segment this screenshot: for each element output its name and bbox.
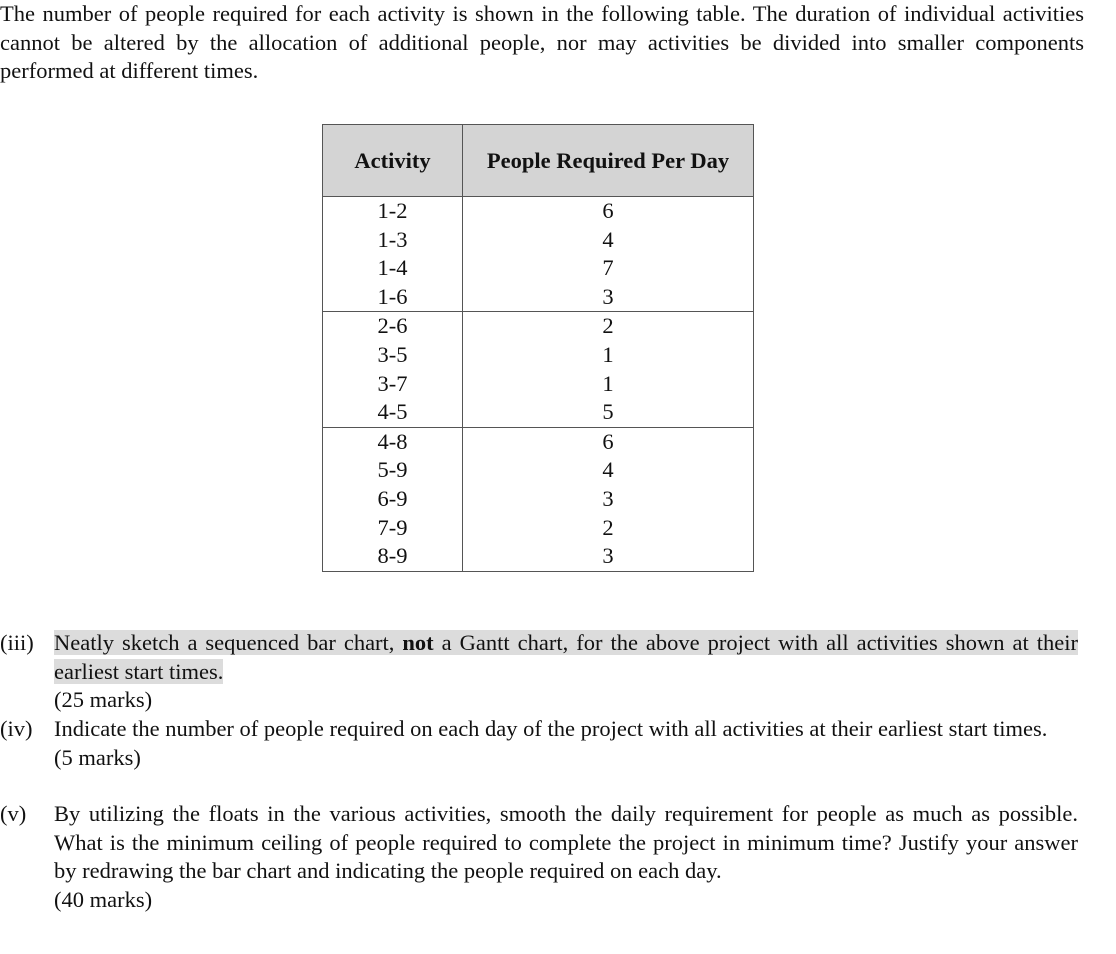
question-number: (iii) <box>0 630 34 655</box>
question-marks: (40 marks) <box>54 886 153 912</box>
people-cell: 3 <box>463 283 754 312</box>
people-cell: 1 <box>463 370 754 399</box>
highlighted-question-text <box>54 630 1078 684</box>
activity-cell: 4-8 <box>323 427 463 456</box>
activity-cell: 1-6 <box>323 283 463 312</box>
table-row <box>323 254 754 283</box>
people-cell: 4 <box>463 226 754 255</box>
people-cell: 7 <box>463 254 754 283</box>
table-header-row <box>323 125 754 197</box>
activity-cell: 6-9 <box>323 485 463 514</box>
people-cell: 1 <box>463 341 754 370</box>
people-cell: 6 <box>463 427 754 456</box>
activity-cell: 1-3 <box>323 226 463 255</box>
question-text: Indicate the number of people required on each day of the project with all activities at their earliest start times. <box>54 716 1048 741</box>
activity-cell: 2-6 <box>323 312 463 341</box>
question-iii <box>0 629 1078 715</box>
table-row <box>323 542 754 571</box>
table-row <box>323 283 754 312</box>
question-marks: (25 marks) <box>54 687 153 712</box>
question-bold-word: not <box>402 630 434 655</box>
table-row <box>323 485 754 514</box>
activity-cell: 8-9 <box>323 542 463 571</box>
people-cell: 2 <box>463 312 754 341</box>
table-row <box>323 370 754 399</box>
table-row <box>323 456 754 485</box>
people-cell: 3 <box>463 485 754 514</box>
table-row <box>323 312 754 341</box>
activity-cell: 4-5 <box>323 398 463 427</box>
table-row <box>323 398 754 427</box>
question-iv <box>0 715 1078 772</box>
activity-cell: 3-7 <box>323 370 463 399</box>
header-people-required: People Required Per Day <box>463 125 754 197</box>
activity-cell: 7-9 <box>323 514 463 543</box>
question-body <box>54 800 1078 914</box>
question-text-part: Neatly sketch a sequenced bar chart, <box>54 630 403 655</box>
table-row <box>323 427 754 456</box>
question-number: (v) <box>0 801 27 826</box>
question-number: (iv) <box>0 716 33 741</box>
people-cell: 5 <box>463 398 754 427</box>
activity-cell: 1-4 <box>323 254 463 283</box>
table-row <box>323 341 754 370</box>
question-text-part: a Gantt chart, for the above project with all activities shown at their earliest start times. <box>54 630 1078 684</box>
question-body <box>54 715 1078 772</box>
question-text: By utilizing the floats in the various activities, smooth the daily requirement for people as much as possible. What is the minimum ceiling of people required to complete the project in minimum time? Justify your answer by redrawing the bar chart and indicating the people required on each day. <box>54 801 1078 883</box>
activity-cell: 3-5 <box>323 341 463 370</box>
question-marks: (5 marks) <box>54 744 141 770</box>
people-required-table <box>322 124 754 572</box>
people-cell: 2 <box>463 514 754 543</box>
intro-text: The number of people required for each activity is shown in the following table. The duration of individual activities cannot be altered by the allocation of additional people, nor may activities be divided into smaller components performed at different times. <box>0 1 1084 83</box>
question-v <box>0 800 1078 914</box>
question-body <box>54 629 1078 715</box>
people-cell: 6 <box>463 197 754 226</box>
table-row <box>323 514 754 543</box>
table-row <box>323 226 754 255</box>
header-activity: Activity <box>323 125 463 197</box>
table-row <box>323 197 754 226</box>
intro-paragraph <box>0 0 1084 86</box>
people-cell: 3 <box>463 542 754 571</box>
activity-cell: 5-9 <box>323 456 463 485</box>
activity-cell: 1-2 <box>323 197 463 226</box>
people-cell: 4 <box>463 456 754 485</box>
